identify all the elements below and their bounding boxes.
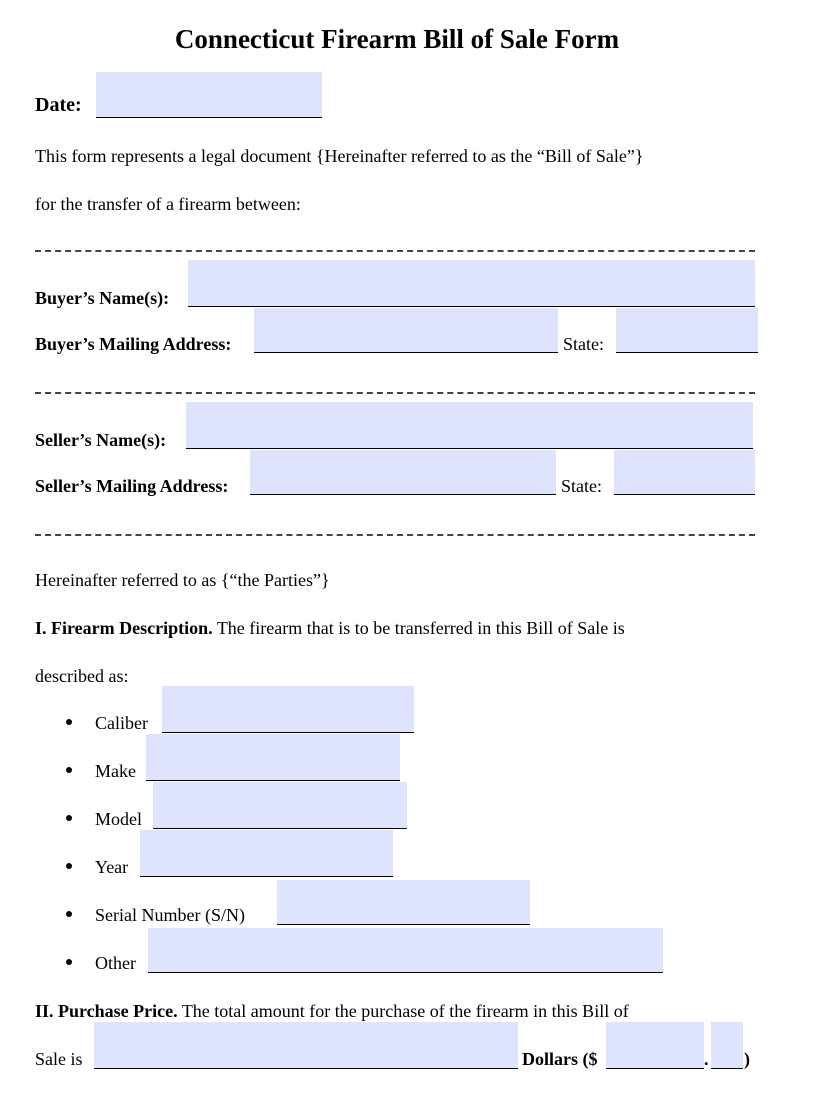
other-label: Other [95,953,136,973]
decimal-point: . [704,1049,709,1069]
section-1-heading: I. Firearm Description. [35,618,213,638]
serial-number-label: Serial Number (S/N) [95,905,245,925]
section-1-text: The firearm that is to be transferred in this Bill of Sale is [212,618,625,638]
bullet-icon [66,959,72,965]
serial-number-field[interactable] [277,880,530,925]
buyer-name-label: Buyer’s Name(s): [35,288,170,308]
buyer-state-field[interactable] [616,308,758,353]
cents-amount-field[interactable] [711,1022,743,1069]
make-field[interactable] [146,734,400,781]
section-1-paragraph [35,618,625,639]
seller-name-field[interactable] [186,402,753,449]
buyer-name-field[interactable] [188,260,755,307]
section-2-paragraph [35,1001,629,1022]
bullet-icon [66,911,72,917]
other-field[interactable] [148,928,663,973]
dashed-separator [35,392,755,394]
intro-line-2: for the transfer of a firearm between: [35,194,301,214]
date-field[interactable] [96,72,322,118]
section-2-text: The total amount for the purchase of the firearm in this Bill of [177,1001,629,1021]
parties-text: Hereinafter referred to as {“the Parties”} [35,570,330,590]
dollars-amount-field[interactable] [606,1022,704,1069]
intro-line-1: This form represents a legal document {Hereinafter referred to as the “Bill of Sale”} [35,146,644,166]
dollars-label: Dollars ($ [522,1049,598,1069]
bullet-icon [66,767,72,773]
bullet-icon [66,719,72,725]
seller-state-label: State: [561,476,602,496]
bullet-icon [66,863,72,869]
year-label: Year [95,857,129,877]
caliber-field[interactable] [162,686,414,733]
sale-is-label: Sale is [35,1049,83,1069]
sale-amount-words-field[interactable] [94,1022,518,1069]
buyer-address-label: Buyer’s Mailing Address: [35,334,232,354]
seller-address-field[interactable] [250,450,556,495]
buyer-address-field[interactable] [254,308,558,353]
section-1-text-2: described as: [35,666,129,686]
bullet-icon [66,815,72,821]
seller-name-label: Seller’s Name(s): [35,430,167,450]
caliber-label: Caliber [95,713,148,733]
buyer-state-label: State: [563,334,604,354]
year-field[interactable] [140,830,393,877]
dashed-separator [35,250,755,252]
make-label: Make [95,761,136,781]
date-label: Date: [35,94,82,116]
page-title: Connecticut Firearm Bill of Sale Form [174,24,620,54]
model-field[interactable] [153,782,407,829]
close-paren: ) [744,1049,750,1069]
seller-state-field[interactable] [614,450,755,495]
seller-address-label: Seller’s Mailing Address: [35,476,229,496]
dashed-separator [35,534,755,536]
section-2-heading: II. Purchase Price. [35,1001,178,1021]
model-label: Model [95,809,142,829]
